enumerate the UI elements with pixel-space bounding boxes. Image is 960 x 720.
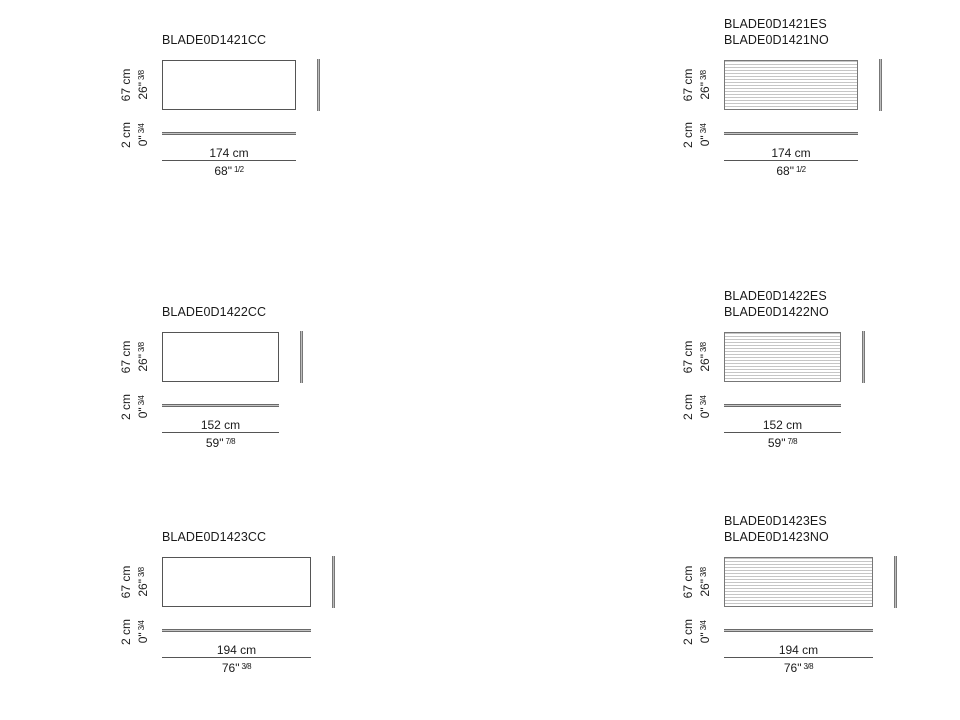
width-cm-label: 152 cm [762,418,803,432]
product-code: BLADE0D1423NO [724,529,829,544]
width-cm-label: 194 cm [778,643,819,657]
height-cm-label: 67 cm [119,565,133,599]
width-in-label [724,163,858,178]
width-cm-label: 174 cm [209,146,249,160]
height-in-fraction: 3/8 [137,70,146,81]
side-view-bar [317,59,320,111]
top-view-rectangle [162,557,311,607]
product-code: BLADE0D1421CC [162,33,267,47]
width-in-value: 76" [783,661,802,675]
front-view-thickness-bar [724,404,841,407]
thickness-in-value: 0" [698,135,712,147]
spec-blade0d1422cc [120,280,540,480]
width-dimension-line [724,657,873,658]
product-code: BLADE0D1422ES [724,289,827,303]
thickness-in-fraction: 3/4 [137,395,146,406]
height-in-label [697,330,711,384]
spec-blade0d1422es-no [682,280,960,480]
thickness-in-value: 0" [698,407,712,419]
top-view-rectangle-veneer [724,332,841,382]
top-view-rectangle-veneer [724,60,858,110]
product-code-list [724,289,829,320]
height-cm-label: 67 cm [681,340,695,374]
thickness-in-value: 0" [136,407,150,419]
height-in-value: 26" [698,579,712,597]
side-view-bar [862,331,865,383]
height-in-fraction: 3/8 [699,342,708,353]
thickness-in-label [135,108,149,162]
spec-blade0d1421es-no [682,8,960,208]
height-in-value: 26" [698,354,712,372]
height-cm-label: 67 cm [119,68,133,102]
product-code: BLADE0D1421NO [724,32,829,47]
width-cm-label: 152 cm [200,418,241,432]
height-in-label [135,330,149,384]
thickness-in-label [697,380,711,434]
height-cm-label: 67 cm [119,340,133,374]
width-in-value: 76" [221,661,240,675]
height-in-fraction: 3/8 [699,70,708,81]
width-in-label [724,435,841,450]
height-in-label [135,555,149,609]
width-cm-label: 194 cm [216,643,257,657]
top-view-rectangle-veneer [724,557,873,607]
thickness-in-fraction: 3/4 [137,123,146,134]
height-in-label [135,58,149,112]
width-in-label [162,435,279,450]
front-view-thickness-bar [162,132,296,135]
thickness-in-fraction: 3/4 [137,620,146,631]
thickness-in-fraction: 3/4 [699,395,708,406]
height-in-label [697,555,711,609]
width-in-fraction: 1/2 [233,165,244,174]
product-code: BLADE0D1423ES [724,514,827,528]
width-in-fraction: 3/8 [241,662,252,671]
front-view-thickness-bar [724,132,858,135]
thickness-cm-label: 2 cm [681,122,695,149]
height-in-value: 26" [136,82,150,100]
thickness-cm-label: 2 cm [681,619,695,646]
top-view-rectangle [162,332,279,382]
width-in-value: 68" [214,164,232,178]
width-in-fraction: 1/2 [795,165,806,174]
thickness-cm-label: 2 cm [119,619,133,646]
width-dimension-line [724,160,858,161]
thickness-in-fraction: 3/4 [699,620,708,631]
front-view-thickness-bar [162,629,311,632]
height-cm-label: 67 cm [681,565,695,599]
height-cm-label: 67 cm [681,68,695,102]
thickness-in-value: 0" [698,632,712,644]
thickness-in-value: 0" [136,135,150,147]
width-dimension-line [162,657,311,658]
side-view-bar [332,556,335,608]
thickness-in-label [135,380,149,434]
product-code: BLADE0D1421ES [724,17,827,31]
product-code-list [724,514,829,545]
product-code-list [162,33,266,49]
height-in-label [697,58,711,112]
side-view-bar [894,556,897,608]
product-code-list [162,305,266,321]
width-in-value: 59" [205,436,224,450]
side-view-bar [300,331,303,383]
front-view-thickness-bar [724,629,873,632]
width-in-fraction: 7/8 [225,437,236,446]
width-in-fraction: 3/8 [803,662,814,671]
side-view-bar [879,59,882,111]
product-code: BLADE0D1422NO [724,304,829,319]
height-in-value: 26" [698,82,712,100]
width-in-value: 68" [776,164,794,178]
width-dimension-line [162,432,279,433]
thickness-cm-label: 2 cm [119,122,133,149]
spec-blade0d1423cc [120,505,540,705]
thickness-in-value: 0" [136,632,150,644]
thickness-in-label [135,605,149,659]
width-cm-label: 174 cm [771,146,811,160]
spec-blade0d1423es-no [682,505,960,705]
spec-blade0d1421cc [120,8,540,208]
width-in-label [162,660,311,675]
height-in-fraction: 3/8 [699,567,708,578]
thickness-in-fraction: 3/4 [699,123,708,134]
width-in-fraction: 7/8 [787,437,798,446]
thickness-cm-label: 2 cm [119,394,133,421]
width-in-value: 59" [767,436,786,450]
product-code-list [724,17,829,48]
width-dimension-line [162,160,296,161]
product-code-list [162,530,266,546]
product-code: BLADE0D1422CC [162,305,267,319]
height-in-fraction: 3/8 [137,342,146,353]
front-view-thickness-bar [162,404,279,407]
height-in-fraction: 3/8 [137,567,146,578]
thickness-in-label [697,605,711,659]
height-in-value: 26" [136,579,150,597]
width-dimension-line [724,432,841,433]
top-view-rectangle [162,60,296,110]
width-in-label [724,660,873,675]
width-in-label [162,163,296,178]
product-code: BLADE0D1423CC [162,530,267,544]
height-in-value: 26" [136,354,150,372]
thickness-cm-label: 2 cm [681,394,695,421]
thickness-in-label [697,108,711,162]
